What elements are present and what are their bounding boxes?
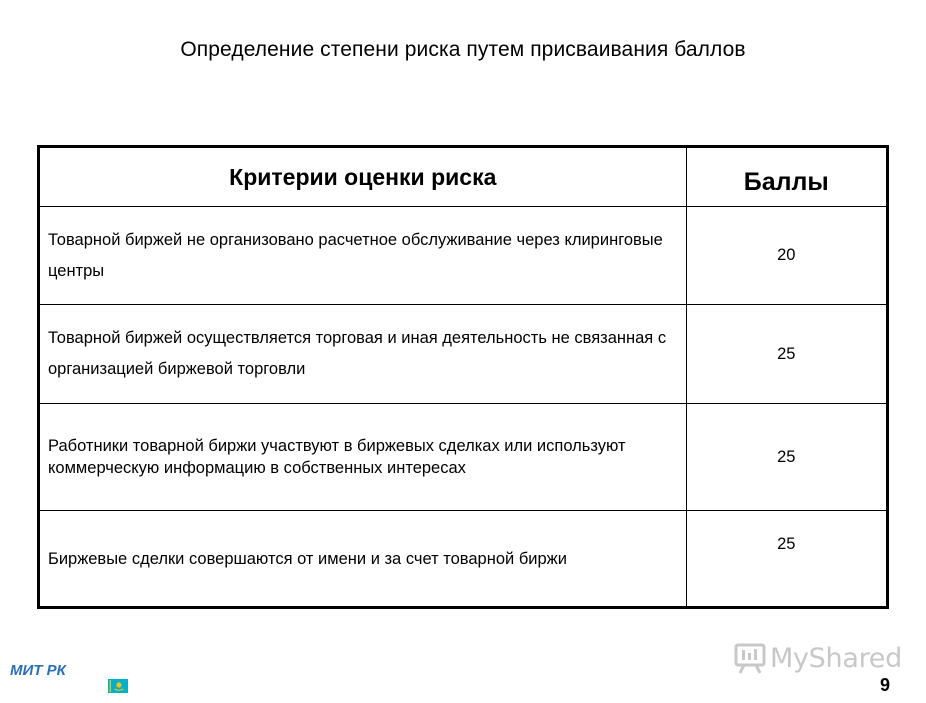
- score-cell: 20: [686, 207, 887, 305]
- score-column-header: Баллы: [686, 147, 887, 207]
- criteria-cell: Товарной биржей осуществляется торговая и иная деятельность не связанная с организацией биржевой торговли: [39, 305, 687, 404]
- table-row: [39, 404, 888, 511]
- table-row: [39, 511, 888, 608]
- criteria-cell: Биржевые сделки совершаются от имени и за счет товарной биржи: [39, 511, 687, 608]
- table-row: [39, 207, 888, 305]
- table-row: [39, 305, 888, 404]
- presentation-board-icon: [733, 641, 767, 675]
- organization-label: МИТ РК: [10, 662, 66, 679]
- score-cell: 25: [686, 404, 887, 511]
- criteria-cell: Товарной биржей не организовано расчетное обслуживание через клиринговые центры: [39, 207, 687, 305]
- score-cell: 25: [686, 305, 887, 404]
- criteria-cell: Работники товарной биржи участвуют в биржевых сделках или используют коммерческую информацию в собственных интересах: [39, 404, 687, 511]
- myshared-logo: [733, 640, 902, 676]
- score-cell: 25: [686, 511, 887, 608]
- criteria-column-header: Критерии оценки риска: [39, 147, 687, 207]
- page-number: 9: [880, 675, 891, 695]
- logo-text: MyShared: [770, 642, 902, 674]
- table-header-row: [39, 147, 888, 207]
- risk-scoring-table: [37, 145, 889, 609]
- slide-title: Определение степени риска путем присваивания баллов: [180, 38, 746, 61]
- kazakhstan-flag-icon: [108, 679, 128, 693]
